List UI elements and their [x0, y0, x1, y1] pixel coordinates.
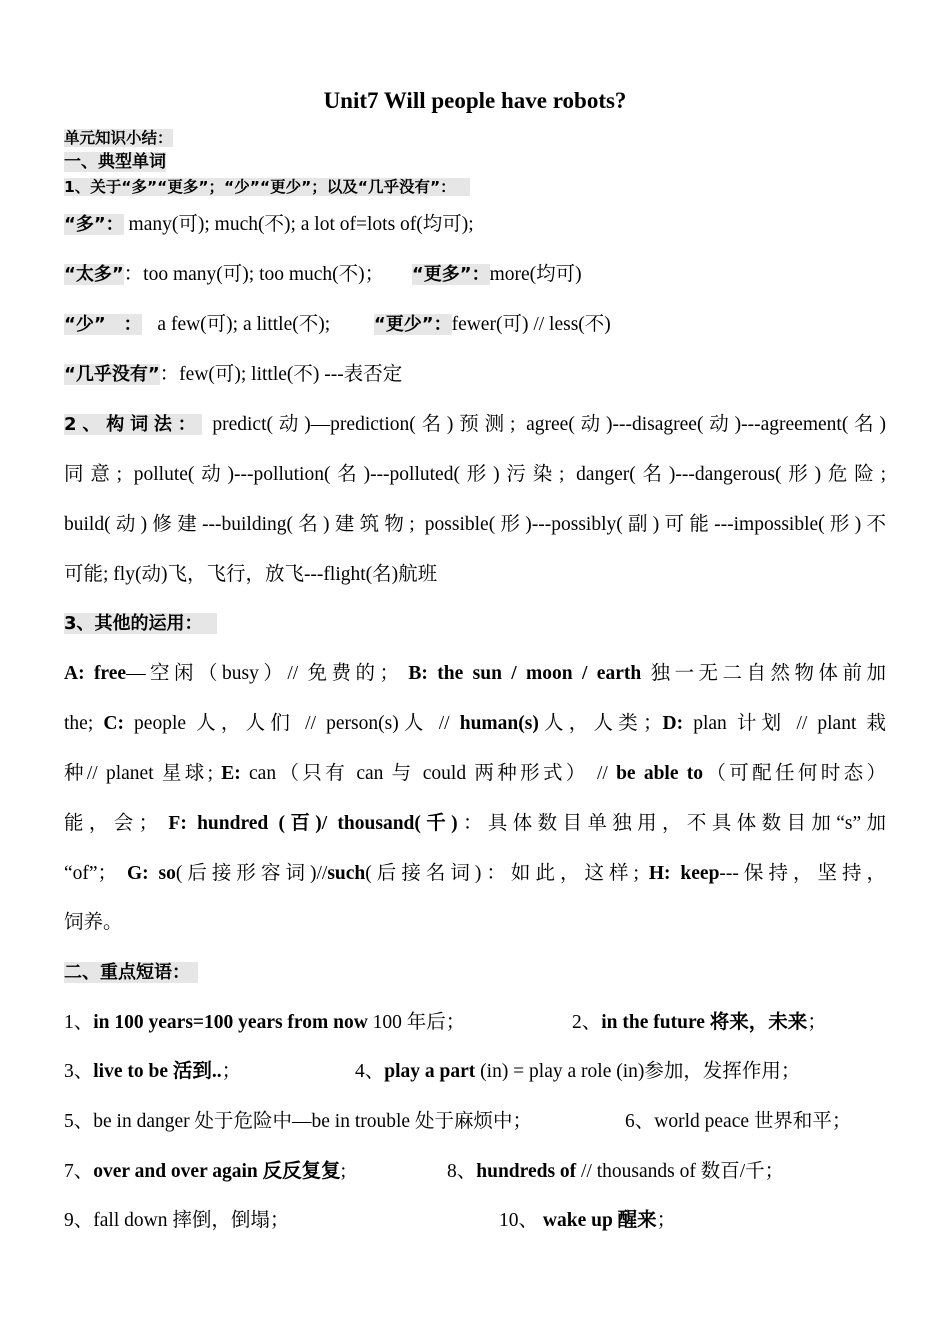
other-usage-line-5 — [64, 860, 886, 888]
usage-d-text: plan 计划 // plant 栽 — [693, 713, 886, 734]
usage-c-key: C: — [103, 713, 124, 734]
few-label: “少” ： — [64, 314, 142, 335]
usage-b-text-2: the; — [64, 713, 94, 734]
usage-b-text: 独一无二自然物体前加 — [650, 663, 886, 684]
other-usage-line-2 — [64, 710, 886, 738]
usage-b-key: B: the sun / moon / earth — [408, 663, 642, 684]
word-formation-line-3: build(动)修建---building(名)建筑物; possible(形)---possibly(副)可能---impossible(形)不 — [64, 514, 886, 535]
almost-none-line — [64, 361, 886, 389]
phrase-item: 8、hundreds of // thousands of 数百/千； — [447, 1161, 785, 1182]
other-usage-line-1 — [64, 660, 886, 688]
phrase-item: 5、be in danger 处于危险中—be in trouble 处于麻烦中； — [64, 1111, 532, 1132]
other-usage-line-4 — [64, 810, 886, 838]
usage-g-text-2: (后接名词)：如此，这样; — [365, 863, 639, 884]
phrase-item: 10、 wake up 醒来； — [499, 1210, 677, 1231]
other-usage-heading: 3、其他的运用： — [64, 610, 886, 638]
phrase-item: 7、over and over again 反反复复; — [64, 1161, 347, 1182]
usage-g-key: G: so — [126, 863, 176, 884]
word-formation-line-4: 可能; fly(动)飞，飞行，放飞---flight(名)航班 — [64, 564, 438, 585]
phrase-item: 6、world peace 世界和平； — [625, 1111, 852, 1132]
many-text: many(可); much(不); a lot of=lots of(均可); — [128, 214, 474, 235]
usage-c-text-2: 人，人类； — [538, 713, 663, 734]
fewer-text: fewer(可) // less(不) — [451, 314, 611, 335]
page-title: Unit7 Will people have robots? — [323, 88, 627, 113]
word-formation-label: 2、构词法： — [64, 414, 202, 435]
section2-heading: 二、重点短语： — [64, 959, 886, 987]
usage-e-text-2: （可配任何时态） — [702, 763, 886, 784]
too-many-text: ：too many(可); too much(不)； — [123, 264, 385, 285]
usage-a-key: A: free — [64, 663, 127, 684]
usage-f-text: ：具体数目单独用，不具体数目加“s”加 — [457, 813, 886, 834]
too-many-label: “太多” — [64, 264, 124, 285]
many-line — [64, 211, 886, 239]
phrase-item: 1、in 100 years=100 years from now 100 年后； — [64, 1012, 466, 1033]
few-line — [64, 311, 886, 339]
usage-g-text: (后接形容词)// — [175, 863, 328, 884]
phrase-item: 3、live to be 活到..； — [64, 1061, 242, 1082]
many-label: “多”： — [64, 214, 124, 235]
usage-c-key-2: human(s) — [459, 713, 539, 734]
word-formation-line-1 — [64, 411, 886, 439]
phrase-item: 4、play a part (in) = play a role (in)参加，发挥作用； — [355, 1061, 801, 1082]
usage-a-text: —空闲（busy）// 免费的； — [126, 663, 400, 684]
subsection1-heading: 1、关于“多”“更多”；“少”“更少”；以及“几乎没有”： — [64, 176, 470, 198]
word-formation-line-2: 同意; pollute(动)---pollution(名)---polluted(形)污染; danger(名)---dangerous(形)危险; — [64, 464, 886, 485]
phrase-item: 9、fall down 摔倒，倒塌； — [64, 1210, 290, 1231]
too-many-line — [64, 261, 886, 289]
almost-none-label: “几乎没有” — [64, 364, 160, 385]
usage-f-key: F: hundred (百)/ thousand(千) — [168, 813, 458, 834]
usage-e-key: E: — [221, 763, 241, 784]
section1-heading: 一、典型单词 — [64, 152, 166, 172]
usage-e-text: can（只有 can 与 could 两种形式） // — [249, 763, 608, 784]
usage-g-key-2: such — [327, 863, 366, 884]
other-usage-line-6: 饲养。 — [64, 912, 123, 933]
usage-c-text: people 人，人们 // person(s)人 // — [134, 713, 450, 734]
word-formation-text-1: predict(动)—prediction(名)预测; agree(动)---disagree(动)---agreement(名) — [212, 414, 887, 435]
summary-heading: 单元知识小结： — [64, 129, 173, 147]
usage-d-key: D: — [662, 713, 684, 734]
almost-none-text: ：few(可); little(不) ---表否定 — [159, 364, 403, 385]
phrase-item: 2、in the future 将来，未来； — [572, 1012, 827, 1033]
usage-h-key: H: keep — [648, 863, 720, 884]
few-text: a few(可); a little(不); — [157, 314, 331, 335]
usage-h-text: ---保持，坚持， — [719, 863, 887, 884]
more-label: “更多”： — [411, 264, 490, 285]
more-text: more(均可) — [489, 264, 582, 285]
usage-f-text-2: “of”； — [64, 863, 118, 884]
usage-d-text-2: 种// planet 星球; — [64, 763, 214, 784]
usage-e-text-3: 能，会； — [64, 813, 159, 834]
other-usage-line-3 — [64, 760, 886, 788]
usage-e-key-2: be able to — [616, 763, 703, 784]
fewer-label: “更少”： — [373, 314, 452, 335]
